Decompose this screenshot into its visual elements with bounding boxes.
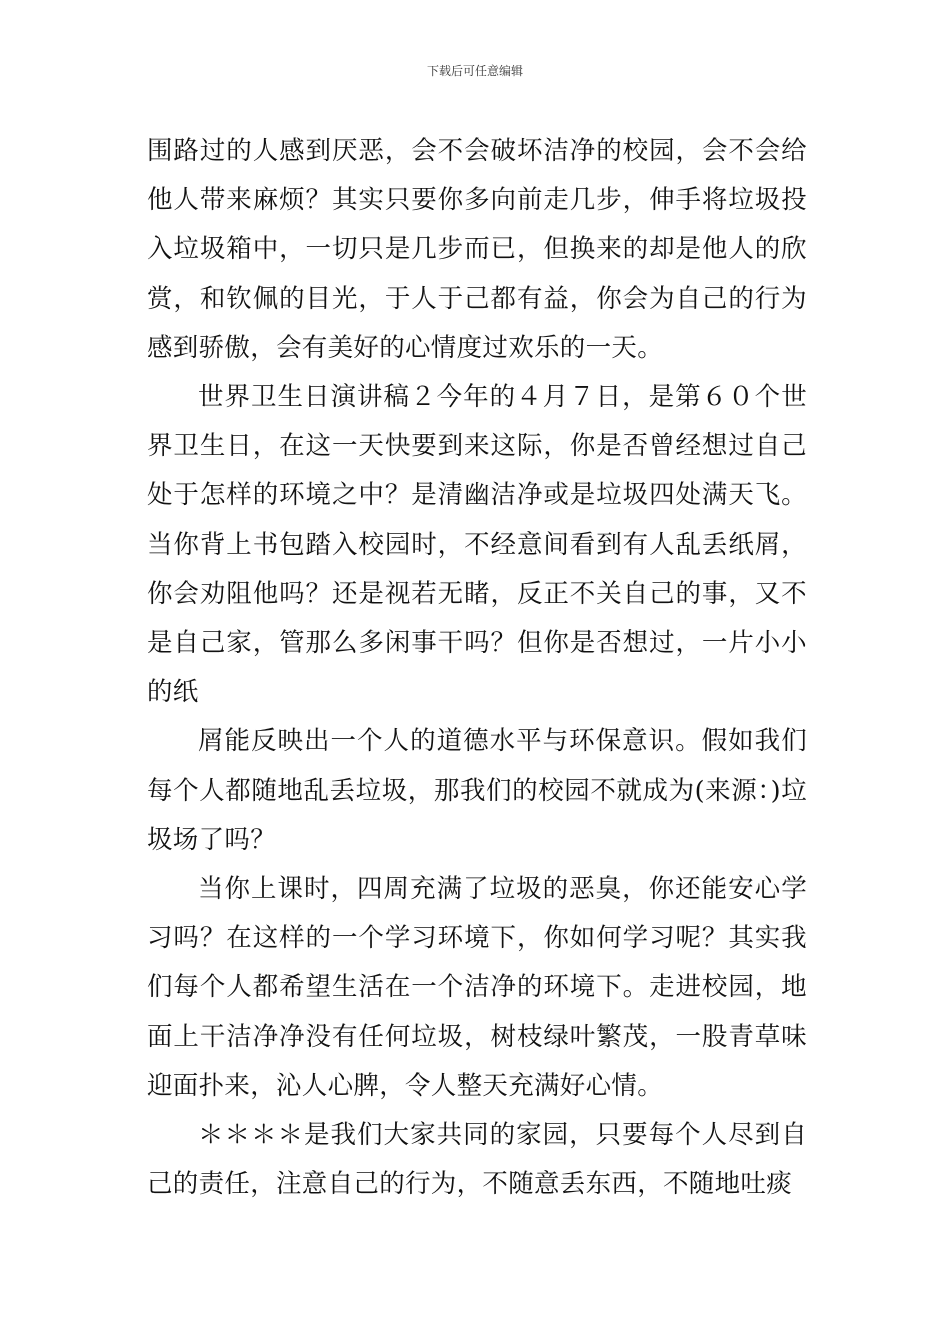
document-body bbox=[147, 127, 807, 1209]
paragraph-3: 屑能反映出一个人的道德水平与环保意识。假如我们每个人都随地乱丢垃圾，那我们的校园不就成为(来源：)垃圾场了吗？ bbox=[147, 726, 807, 855]
page-header: 下载后可任意编辑 bbox=[426, 64, 523, 78]
paragraph-5: ＊＊＊＊是我们大家共同的家园，只要每个人尽到自己的责任，注意自己的行为，不随意丢东西，不随地吐痰 bbox=[147, 1120, 807, 1200]
paragraph-1: 围路过的人感到厌恶，会不会破坏洁净的校园，会不会给他人带来麻烦？其实只要你多向前走几步，伸手将垃圾投入垃圾箱中，一切只是几步而已，但换来的却是他人的欣赏，和钦佩的目光，于人于己都有益，你会为自己的行为感到骄傲，会有美好的心情度过欢乐的一天。 bbox=[147, 136, 807, 363]
paragraph-2: 世界卫生日演讲稿２今年的４月７日，是第６０个世界卫生日，在这一天快要到来这际，你是否曾经想过自己处于怎样的环境之中？是清幽洁净或是垃圾四处满天飞。当你背上书包踏入校园时，不经意间看到有人乱丢纸屑，你会劝阻他吗？还是视若无睹，反正不关自己的事，又不是自己家，管那么多闲事干吗？但你是否想过，一片小小的纸 bbox=[147, 382, 807, 708]
paragraph-4: 当你上课时，四周充满了垃圾的恶臭，你还能安心学习吗？在这样的一个学习环境下，你如何学习呢？其实我们每个人都希望生活在一个洁净的环境下。走进校园，地面上干洁净净没有任何垃圾，树枝绿叶繁茂，一股青草味迎面扑来，沁人心脾，令人整天充满好心情。 bbox=[147, 874, 807, 1101]
